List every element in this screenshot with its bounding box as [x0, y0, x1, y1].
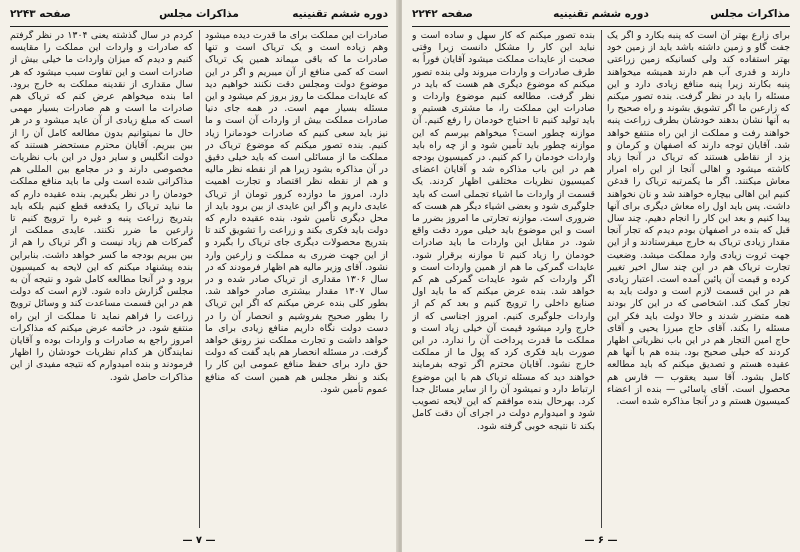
- left-page-column-divider: [199, 30, 200, 528]
- left-page-footer-number: — ۷ —: [182, 535, 216, 546]
- right-page-right-column: [607, 30, 790, 528]
- right-header-rule: [412, 26, 790, 27]
- left-page: [0, 0, 398, 552]
- right-header-title: مذاکرات مجلس: [710, 8, 790, 20]
- right-page-header: [412, 6, 790, 24]
- right-page-right-column-text: برای زارع بهتر آن است که پنبه بکارد و اگر یک جفت گاو و زمین داشته باشد باید از زمین خود بهتر استفاده کند ولی کسانیکه زمین زراعتی دارند و قدری آب هم دارند همیشه میخواهند پنبه بکارند زیرا پنبه منافع زیادی دارد و این مسئله را باید در نظر گرفت. بنده تصور میکنم که زارعین ما اگر تشویق بشوند و راه صحیح را به آنها نشان بدهند خودشان بطرف زراعت پنبه خواهند رفت و مملکت از این راه منتفع خواهد شد. آقایان توجه دارند که اصفهان و کرمان و یزد از نقاطی هستند که تریاک در آنجا زیاد کاشته میشود و اهالی آنجا از این راه امرار معاش میکنند. اگر ما یکمرتبه تریاک را قدغن کنیم این اهالی بیچاره خواهند شد و نان نخواهند داشت. پس باید اول راه معاش دیگری برای آنها پیدا کنیم و بعد این کار را انجام دهیم. چند سال قبل که بنده در اصفهان بودم دیدم که تجار آنجا مقدار زیادی تریاک به خارج میفرستادند و از این جهت ثروت زیادی وارد مملکت میشد. وضعیت تجارت تریاک هم در این چند سال اخیر تغییر کرده و قیمت آن پائین آمده است. اعتبار زیادی هم در این قسمت لازم است و دولت باید به تجار کمک کند. اشخاصی که در این کار بودند همه متضرر شدند و حالا دولت باید فکر این مسئله را بکند. آقای حاج میرزا یحیی و آقای حاج امین التجار هم در این باب نظریاتی اظهار کردند که خیلی صحیح بود. بنده هم با آنها هم عقیده هستم و تصدیق میکنم که باید مطالعه کامل بشود. آقا سید یعقوب — فارس هم محصول است. آقای یاسائی — بنده از اعضاء کمیسیون هستم و در آنجا مذاکره شده است.: [607, 30, 790, 408]
- right-page-column-divider: [601, 30, 602, 528]
- left-page-left-column-text: کردم در سال گذشته یعنی ۱۳۰۴ در نظر گرفتم که صادرات و واردات این مملکت را مقایسه کنیم و دیدم که میزان واردات ما خیلی بیش از صادرات است و این تفاوت سبب میشود که هر سال مقداری از نقدینه مملکت به خارج برود. اما بنده میخواهم عرض کنم که تریاک هم صادرات ما است و هم صادرات بسیار مهمی است که مبلغ زیادی از آن عاید میشود و در هر حال ما نمیتوانیم بدون مطالعه کامل آن را از بین ببریم. آقایان محترم مستحضر هستند که دولت انگلیس و سایر دول در این باب نظریات مخصوصی دارند و در مجامع بین المللی هم مذاکراتی شده است ولی ما باید منافع مملکت خودمان را در نظر بگیریم. بنده عقیده دارم که ما نباید تریاک را یکدفعه قطع کنیم بلکه باید بتدریج زراعت پنبه و غیره را ترویج کنیم تا زارعین ما ضرر نکنند. عایدی مملکت از گمرکات هم زیاد نیست و اگر تریاک را هم از بین ببریم بودجه ما کسر خواهد داشت. بنابراین بنده پیشنهاد میکنم که این لایحه به کمیسیون برود و در آنجا مطالعه کامل شود و نتیجه آن به مجلس گزارش داده شود. لازم است که دولت هم در این قسمت مساعدت کند و وسائل ترویج زراعت را فراهم نماید تا مملکت از این راه منتفع شود. در خاتمه عرض میکنم که مذاکرات امروز راجع به صادرات و واردات بوده و آقایان نمایندگان هر کدام نظریات خودشان را اظهار فرمودند و بنده امیدوارم که نتیجه مفیدی از این مذاکرات حاصل شود.: [10, 30, 193, 383]
- left-page-right-column: [205, 30, 388, 528]
- right-page-footer-number: — ۶ —: [584, 535, 618, 546]
- right-page: [402, 0, 800, 552]
- left-header-session: دوره ششم تقنینیه: [292, 8, 388, 20]
- left-page-right-column-text: صادرات این مملکت برای ما قدرت دیده میشود وهم زیاده است و یک تریاک است و تنها صادرات ما که باقی میماند همین یک تریاک است که کمی منافع از آن میبریم و اگر در این موضوع دولت ومجلس دقت نکنند خواهیم دید که عایدات مملکت ما روز بروز کم میشود و این مسئله بسیار مهم است. در همه جای دنیا صادرات مملکت بیش از واردات آن است و ما نیز باید سعی کنیم که صادرات خودمانرا زیاد کنیم. بنده تصور میکنم که موضوع تریاک در مملکت ما از مسائلی است که باید خیلی دقیق در آن مذاکره بشود زیرا هم از نقطه نظر مالیه و هم از نقطه نظر اقتصاد و تجارت اهمیت دارد. امروز ما دوازده کرور تومان از تریاک عایدی داریم و اگر این عایدی از بین برود باید از محل دیگری تأمین شود. بنده عقیده دارم که دولت باید فکری بکند و زراعت را تشویق کند تا بتدریج محصولات دیگری جای تریاک را بگیرد و از این جهت ضرری به مملکت و زارعین وارد نشود. آقای وزیر مالیه هم اظهار فرمودند که در سال ۱۳۰۶ مقداری از تریاک صادر شده و در سال ۱۳۰۷ مقدار بیشتری صادر خواهد شد. بطور کلی بنده عرض میکنم که اگر این تریاک را بطور صحیح بفروشیم و انحصار آن را در دست دولت نگاه داریم منافع زیادی برای ما خواهد داشت و تجارت مملکت نیز رونق خواهد گرفت. در مسئله انحصار هم باید گفت که دولت حق دارد برای حفظ منافع عمومی این کار را بکند و نظر مجلس هم همین است که منافع عموم تأمین شود.: [205, 30, 388, 395]
- left-page-header: [10, 6, 388, 24]
- left-page-left-column: [10, 30, 193, 528]
- left-header-title: مذاکرات مجلس: [159, 8, 239, 20]
- right-page-left-column-text: بنده تصور میکنم که کار سهل و ساده است و نباید این کار را مشکل دانست زیرا وقتی صحبت از عایدات مملکت میشود آقایان فوراً به طرف صادرات و واردات میروند ولی بنده تصور میکنم که موضوع دیگری هم هست که باید در نظر گرفت. مطالعه کنیم موضوع واردات و صادرات این مملکت را، ما مشتری هستیم و باید تولید کنیم تا احتیاج خودمان را رفع کنیم. آن موازنه چطور است؟ میخواهم بپرسم که این موازنه چطور باید تأمین شود و از چه راه باید واردات خودمان را کم کنیم. در کمیسیون بودجه هم در این باب مذاکره شد و آقایان اعضای کمیسیون نظریات مختلفی اظهار کردند. یک قسمت از واردات ما اشیاء تجملی است که باید جلوگیری شود و بعضی اشیاء دیگر هم هست که ضروری است. موازنه تجارتی ما امروز بضرر ما است و این موضوع باید خیلی مورد دقت واقع شود. در مقابل این واردات ما باید صادرات خودمان را زیاد کنیم تا موازنه برقرار شود. عایدات گمرکی ما هم از همین واردات است و اگر واردات کم شود عایدات گمرکی هم کم خواهد شد. بنده عرض میکنم که ما باید اول صنایع داخلی را ترویج کنیم و بعد کم کم از واردات جلوگیری کنیم. امروز اجناسی که از خارج وارد میشود قیمت آن خیلی زیاد است و مملکت ما قدرت پرداخت آن را ندارد. در این صورت باید فکری کرد که پول ما از مملکت خارج نشود. آقایان محترم اگر توجه بفرمایند خواهند دید که مسئله تریاک هم با این موضوع ارتباط دارد و نمیشود آن را از سایر مسائل جدا کرد. بهرحال بنده موافقم که این لایحه تصویب شود و امیدوارم دولت در اجرای آن دقت کامل بکند تا نتیجه خوبی گرفته شود.: [412, 30, 595, 432]
- right-page-left-column: [412, 30, 595, 528]
- right-header-session: دوره ششم تقنینیه: [553, 8, 649, 20]
- left-header-rule: [10, 26, 388, 27]
- right-header-page-number: صفحه ۲۲۴۲: [412, 8, 473, 20]
- left-header-page-number: صفحه ۲۲۴۳: [10, 8, 71, 20]
